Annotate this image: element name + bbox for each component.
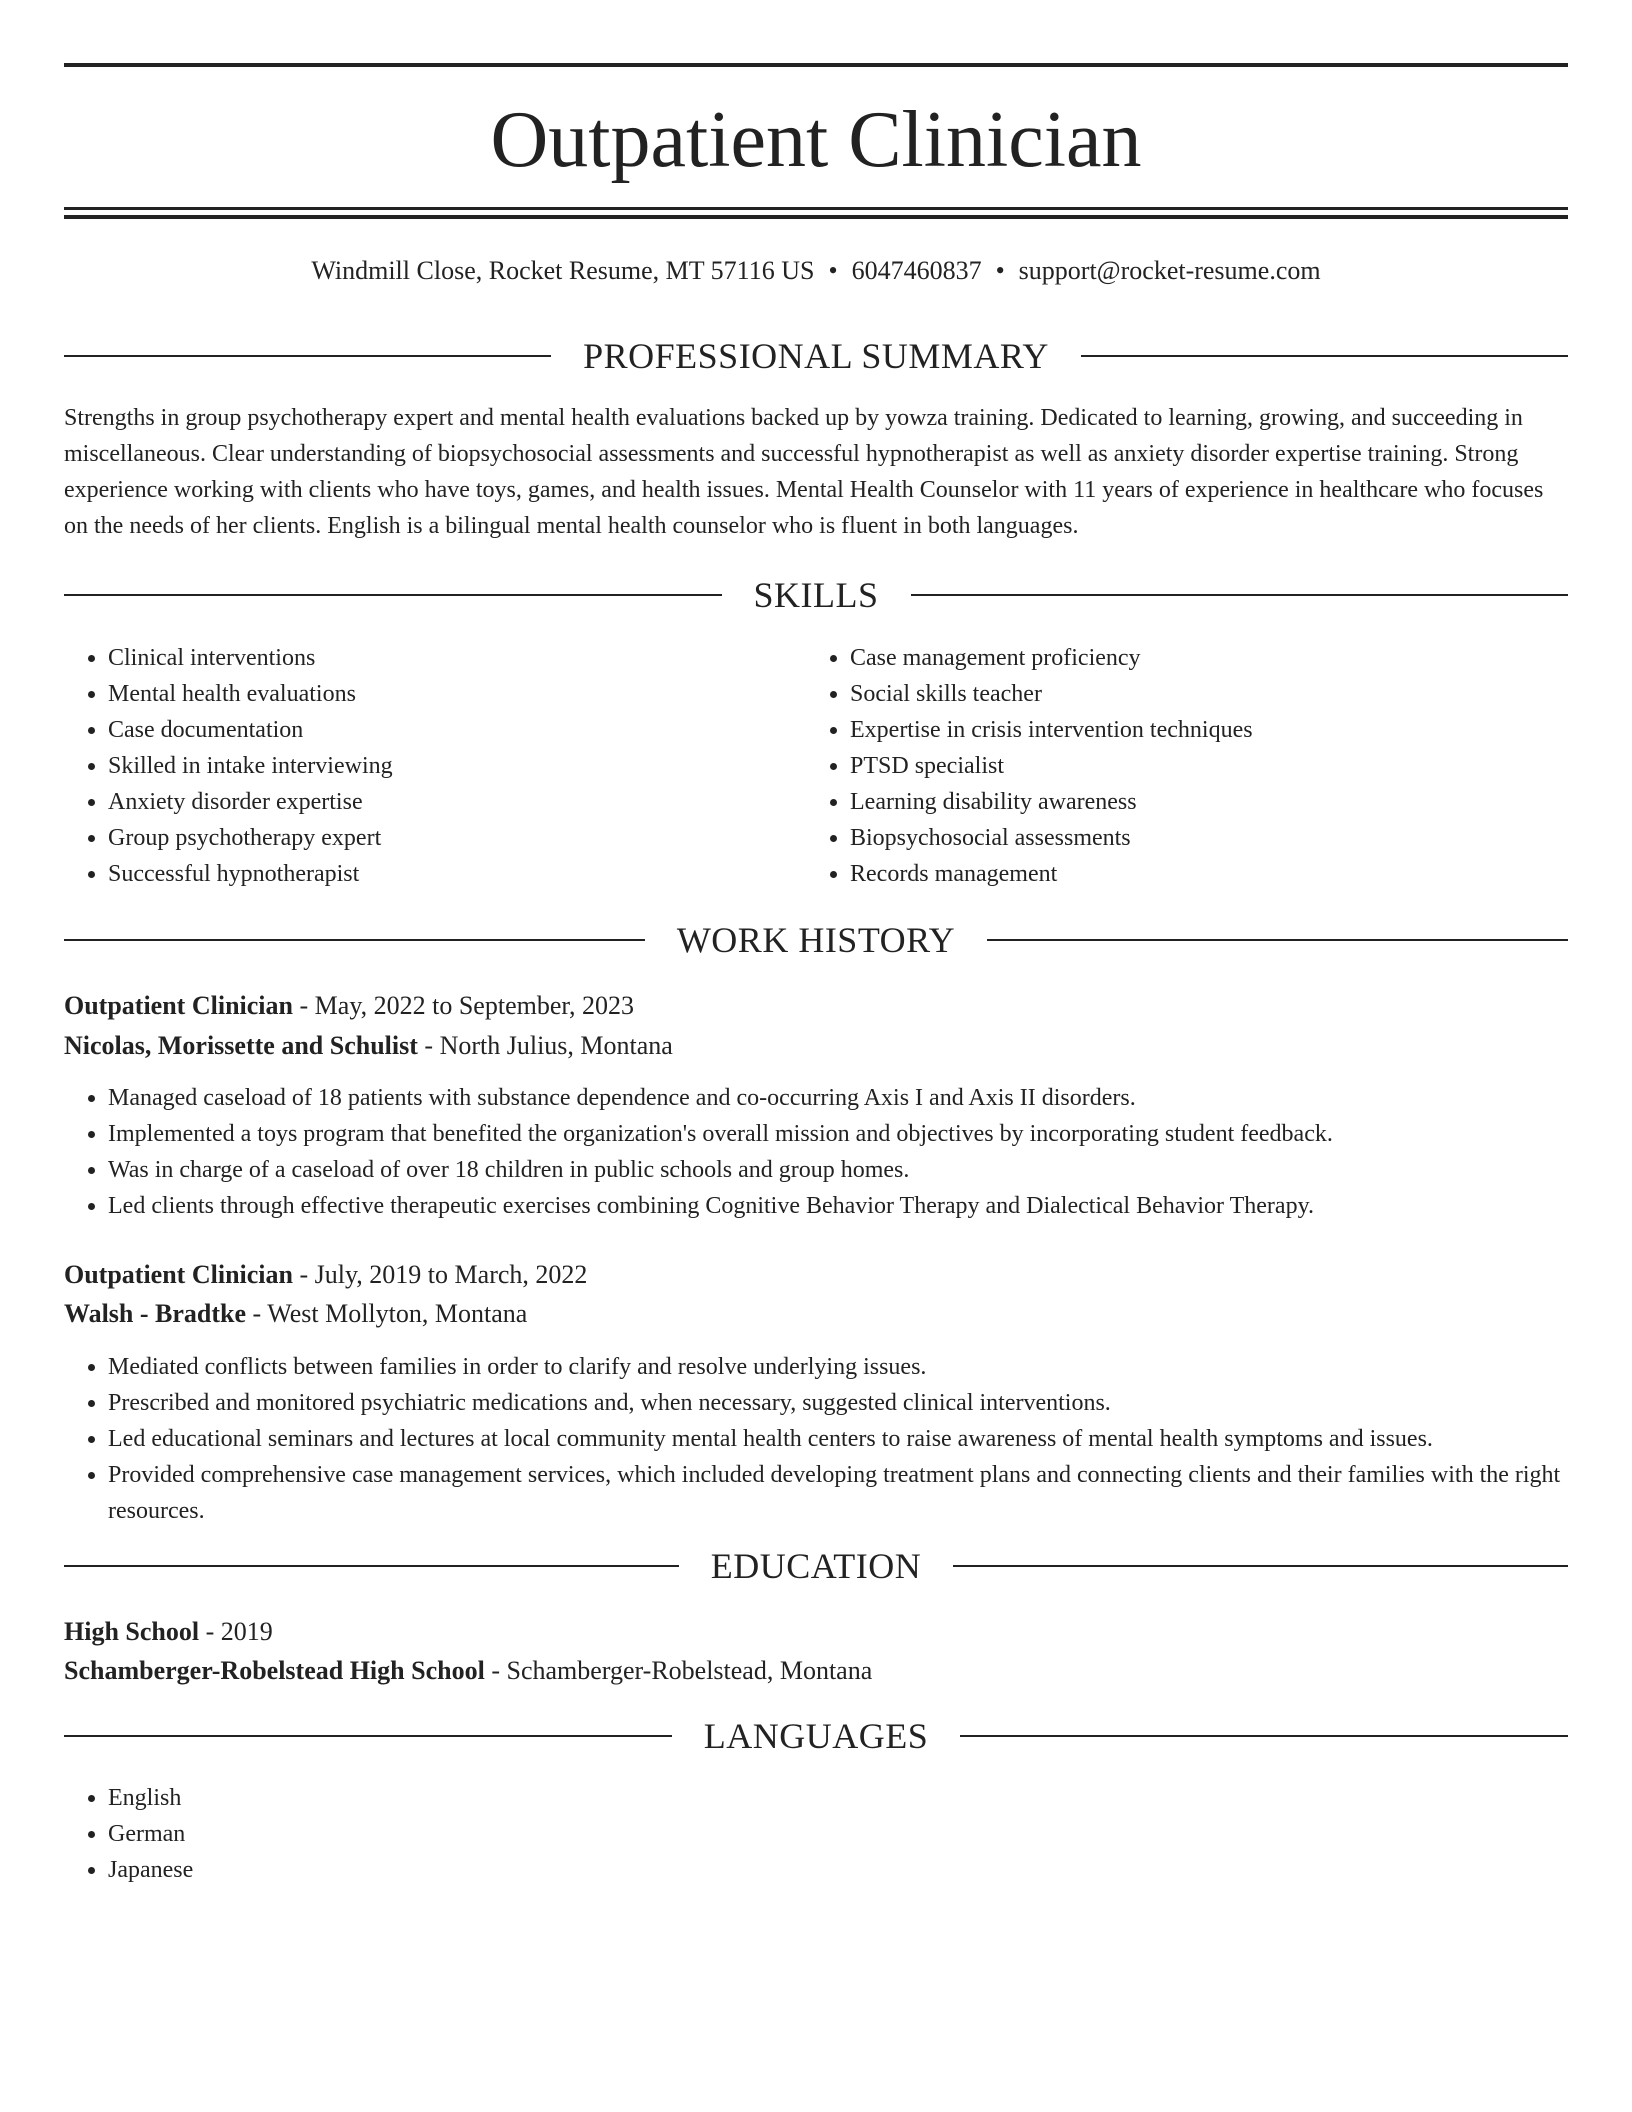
section-title: PROFESSIONAL SUMMARY xyxy=(583,336,1049,376)
skill-item: • Anxiety disorder expertise xyxy=(108,784,804,820)
title-rule-lower xyxy=(64,215,1568,219)
heading-rule xyxy=(911,594,1569,596)
skill-item: • Biopsychosocial assessments xyxy=(850,820,1568,856)
education-year: 2019 xyxy=(220,1617,273,1646)
duty-item: • Led educational seminars and lectures at local community mental health centers to raise awareness of mental health symptoms and issues. xyxy=(108,1421,1568,1457)
heading-rule xyxy=(64,1735,672,1737)
job-2-company-line xyxy=(64,1296,1568,1332)
job-dates: May, 2022 to September, 2023 xyxy=(314,991,634,1020)
job-location: North Julius, Montana xyxy=(439,1031,673,1060)
contact-email: support@rocket-resume.com xyxy=(1018,256,1321,285)
dash: - xyxy=(299,1260,309,1289)
duty-item: • Mediated conflicts between families in order to clarify and resolve underlying issues. xyxy=(108,1349,1568,1385)
section-title: EDUCATION xyxy=(710,1546,922,1586)
contact-separator: • xyxy=(995,256,1005,285)
section-heading-education xyxy=(64,1544,1568,1588)
language-item: • German xyxy=(108,1816,1568,1852)
section-heading-skills xyxy=(64,573,1568,617)
section-title: SKILLS xyxy=(753,575,879,615)
heading-rule xyxy=(953,1565,1568,1567)
job-1-title-line xyxy=(64,988,1568,1024)
dash: - xyxy=(424,1031,434,1060)
job-2-title-line xyxy=(64,1257,1568,1293)
duty-item: • Implemented a toys program that benefited the organization's overall mission and objectives by incorporating student feedback. xyxy=(108,1116,1568,1152)
skill-item: • Records management xyxy=(850,856,1568,892)
job-2-duties xyxy=(64,1349,1568,1529)
job-location: West Mollyton, Montana xyxy=(267,1299,528,1328)
section-title: LANGUAGES xyxy=(703,1716,929,1756)
education-degree-line xyxy=(64,1614,1568,1650)
skill-item: • Group psychotherapy expert xyxy=(108,820,804,856)
skill-item: • PTSD specialist xyxy=(850,748,1568,784)
section-title: WORK HISTORY xyxy=(676,920,956,960)
heading-rule xyxy=(987,939,1568,941)
dash: - xyxy=(252,1299,262,1328)
skill-item: • Case documentation xyxy=(108,712,804,748)
top-rule xyxy=(64,63,1568,67)
section-heading-languages xyxy=(64,1714,1568,1758)
duty-item: • Provided comprehensive case management services, which included developing treatment plans and connecting clients and their families with the right resources. xyxy=(108,1457,1568,1529)
contact-address: Windmill Close, Rocket Resume, MT 57116 US xyxy=(311,256,815,285)
skill-item: • Mental health evaluations xyxy=(108,676,804,712)
job-1-duties xyxy=(64,1080,1568,1224)
job-title: Outpatient Clinician xyxy=(64,1260,293,1289)
skill-item: • Case management proficiency xyxy=(850,640,1568,676)
contact-line xyxy=(64,254,1568,288)
job-company: Walsh - Bradtke xyxy=(64,1299,247,1328)
education-school: Schamberger-Robelstead High School xyxy=(64,1656,485,1685)
contact-phone: 6047460837 xyxy=(851,256,982,285)
title-rule-upper xyxy=(64,207,1568,210)
job-1-company-line xyxy=(64,1028,1568,1064)
skill-item: • Successful hypnotherapist xyxy=(108,856,804,892)
language-item: • English xyxy=(108,1780,1568,1816)
dash: - xyxy=(205,1617,215,1646)
education-location: Schamberger-Robelstead, Montana xyxy=(506,1656,873,1685)
skills-column-right xyxy=(806,640,1568,892)
skill-item: • Expertise in crisis intervention techniques xyxy=(850,712,1568,748)
heading-rule xyxy=(1081,355,1568,357)
contact-separator: • xyxy=(828,256,838,285)
heading-rule xyxy=(64,939,645,941)
heading-rule xyxy=(64,355,551,357)
skill-item: • Social skills teacher xyxy=(850,676,1568,712)
duty-item: • Managed caseload of 18 patients with substance dependence and co-occurring Axis I and Axis II disorders. xyxy=(108,1080,1568,1116)
dash: - xyxy=(491,1656,500,1685)
duty-item: • Led clients through effective therapeutic exercises combining Cognitive Behavior Therapy and Dialectical Behavior Therapy. xyxy=(108,1188,1568,1224)
summary-text: Strengths in group psychotherapy expert and mental health evaluations backed up by yowza training. Dedicated to learning, growing, and succeeding in miscellaneous. Clear understanding of biopsychosocial assessments and successful hypnotherapist as well as anxiety disorder expertise training. Strong experience working with clients who have toys, games, and health issues. Mental Health Counselor with 11 years of experience in healthcare who focuses on the needs of her clients. English is a bilingual mental health counselor who is fluent in both languages. xyxy=(64,405,1544,539)
dash: - xyxy=(299,991,309,1020)
education-school-line xyxy=(64,1653,1568,1689)
skill-item: • Skilled in intake interviewing xyxy=(108,748,804,784)
job-title: Outpatient Clinician xyxy=(64,991,293,1020)
education-degree: High School xyxy=(64,1617,200,1646)
heading-rule xyxy=(64,1565,679,1567)
skill-item: • Clinical interventions xyxy=(108,640,804,676)
job-dates: July, 2019 to March, 2022 xyxy=(314,1260,588,1289)
section-heading-work xyxy=(64,918,1568,962)
languages-list xyxy=(64,1780,1568,1888)
section-heading-summary xyxy=(64,334,1568,378)
job-company: Nicolas, Morissette and Schulist xyxy=(64,1031,418,1060)
heading-rule xyxy=(64,594,722,596)
skill-item: • Learning disability awareness xyxy=(850,784,1568,820)
language-item: • Japanese xyxy=(108,1852,1568,1888)
duty-item: • Was in charge of a caseload of over 18 children in public schools and group homes. xyxy=(108,1152,1568,1188)
resume-title: Outpatient Clinician xyxy=(490,96,1142,184)
duty-item: • Prescribed and monitored psychiatric medications and, when necessary, suggested clinical interventions. xyxy=(108,1385,1568,1421)
heading-rule xyxy=(960,1735,1568,1737)
skills-column-left xyxy=(64,640,804,892)
